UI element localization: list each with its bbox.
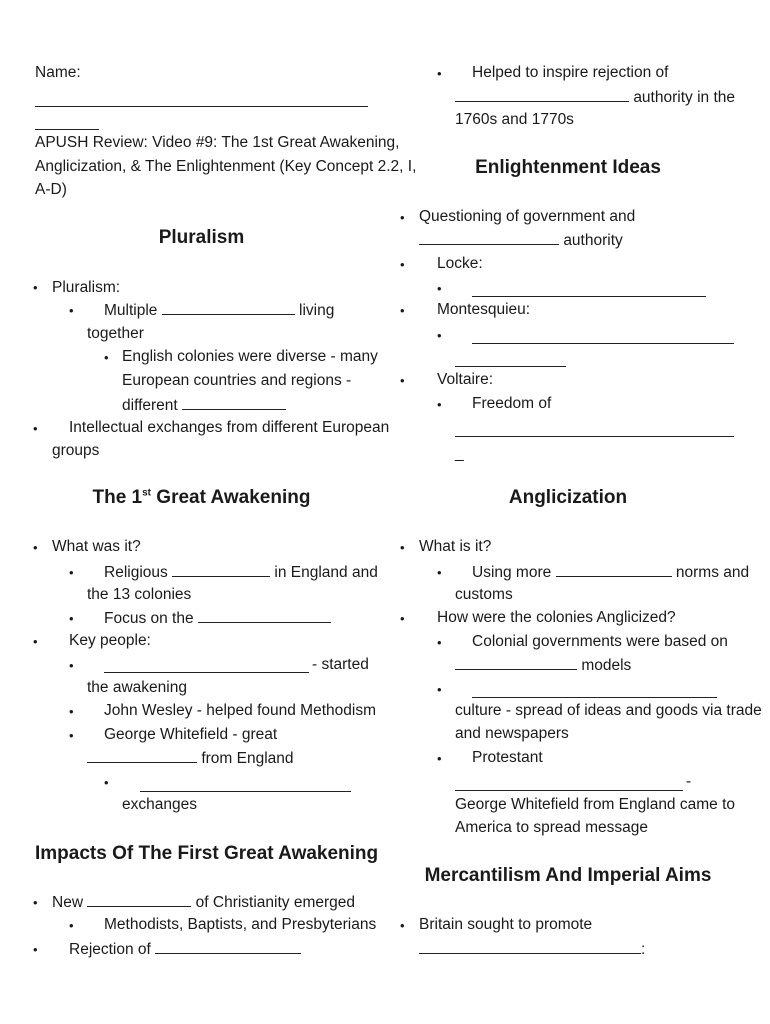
exchanges-blank[interactable]: [140, 791, 351, 792]
bullet: •: [437, 682, 442, 697]
bullet: •: [104, 775, 109, 790]
bullet: •: [437, 66, 442, 81]
bullet: •: [33, 421, 38, 436]
bullet: •: [33, 942, 38, 957]
religious-cont: the 13 colonies: [87, 586, 192, 603]
questioning-authority-line: [419, 228, 623, 253]
bullet: •: [400, 210, 405, 225]
how-anglicized: How were the colonies Anglicized?: [437, 609, 676, 626]
name-label: Name:: [35, 64, 81, 81]
bullet: •: [69, 658, 74, 673]
what-is-it: What is it?: [419, 538, 492, 555]
enlightenment-heading: Enlightenment Ideas: [475, 157, 661, 178]
religious-blank[interactable]: [172, 560, 270, 577]
culture-blank[interactable]: [472, 697, 717, 698]
whitefield: George Whitefield - great: [104, 726, 278, 743]
bullet: •: [400, 303, 405, 318]
promote-colon: :: [641, 941, 646, 958]
mercantilism-heading: Mercantilism And Imperial Aims: [424, 865, 712, 886]
models: models: [581, 657, 632, 674]
culture-line-2: and newspapers: [455, 725, 569, 742]
freedom-trail: _: [455, 445, 464, 462]
questioning-blank[interactable]: [419, 228, 559, 245]
multiple-post: living: [299, 302, 335, 319]
english-colonies-line-2: European countries and regions -: [122, 372, 352, 389]
doc-title-line-1: APUSH Review: Video #9: The 1st Great Awakening,: [35, 134, 400, 151]
awakening-heading-pre: The 1: [92, 487, 143, 508]
bullet: •: [33, 634, 38, 649]
from-england-line: [87, 746, 294, 771]
freedom-blank[interactable]: [455, 436, 734, 437]
anglicization-heading: Anglicization: [508, 487, 628, 508]
from-england: from England: [201, 750, 294, 767]
bullet: •: [69, 611, 74, 626]
new-post: of Christianity emerged: [195, 894, 356, 911]
protestant-dash: -: [686, 773, 692, 790]
awakening-heading-sup: st: [142, 487, 152, 499]
english-colonies-line-1: English colonies were diverse - many: [122, 348, 378, 365]
rejection-line: [69, 937, 301, 962]
using-post: norms and: [675, 564, 750, 581]
montesquieu-blank[interactable]: [472, 343, 734, 344]
started-cont: the awakening: [87, 679, 187, 696]
models-line: [455, 653, 631, 678]
locke: Locke:: [437, 255, 483, 272]
bullet: •: [69, 565, 74, 580]
pluralism-label: Pluralism:: [52, 279, 121, 296]
wesley: John Wesley - helped found Methodism: [104, 702, 376, 719]
promote-blank[interactable]: [419, 937, 641, 954]
impacts-heading: Impacts Of The First Great Awakening: [35, 843, 379, 864]
montesquieu-blank-cont[interactable]: [455, 366, 566, 367]
inspire-line: Helped to inspire rejection of: [472, 64, 669, 81]
authority-line: [455, 85, 735, 110]
multiple-blank[interactable]: [162, 298, 295, 315]
rejection-label: Rejection of: [69, 941, 151, 958]
religious-line: [104, 560, 378, 585]
using-line: [472, 560, 749, 585]
different-blank[interactable]: [182, 393, 286, 410]
awakening-heading-post: Great Awakening: [151, 487, 311, 508]
new-blank[interactable]: [87, 890, 191, 907]
bullet: •: [437, 281, 442, 296]
denominations: Methodists, Baptists, and Presbyterians: [104, 916, 377, 933]
what-was-it: What was it?: [52, 538, 141, 555]
doc-title-line-3: A-D): [35, 181, 67, 198]
new-line: [52, 890, 355, 915]
promote-line: [419, 937, 645, 962]
montesquieu: Montesquieu:: [437, 301, 531, 318]
bullet: •: [104, 350, 109, 365]
bullet: •: [33, 540, 38, 555]
voltaire: Voltaire:: [437, 371, 494, 388]
different-label: different: [122, 397, 178, 414]
bullet: •: [400, 611, 405, 626]
customs: customs: [455, 586, 513, 603]
bullet: •: [69, 728, 74, 743]
questioning: Questioning of government and: [419, 208, 636, 225]
key-people: Key people:: [69, 632, 151, 649]
inspire-blank[interactable]: [455, 85, 629, 102]
name-blank[interactable]: [35, 106, 368, 107]
bullet: •: [69, 303, 74, 318]
locke-blank[interactable]: [472, 296, 706, 297]
intellectual-line-2: groups: [52, 442, 100, 459]
culture-line-1: culture - spread of ideas and goods via trade: [455, 702, 762, 719]
exchanges: exchanges: [122, 796, 197, 813]
colonial-govs: Colonial governments were based on: [472, 633, 728, 650]
started-blank[interactable]: [104, 672, 309, 673]
new-pre: New: [52, 894, 84, 911]
religious-post: in England and: [274, 564, 378, 581]
doc-title-line-2: Anglicization, & The Enlightenment (Key Concept 2.2, I,: [35, 158, 417, 175]
models-blank[interactable]: [455, 653, 577, 670]
bullet: •: [400, 373, 405, 388]
multiple-pre: Multiple: [104, 302, 158, 319]
religious-pre: Religious: [104, 564, 168, 581]
using-pre: Using more: [472, 564, 552, 581]
bullet: •: [400, 257, 405, 272]
gw-line-1: George Whitefield from England came to: [455, 796, 735, 813]
freedom-of: Freedom of: [472, 395, 552, 412]
bullet: •: [437, 751, 442, 766]
authority-in-the: authority in the: [633, 89, 735, 106]
started-label: - started: [312, 656, 369, 673]
intellectual-line-1: Intellectual exchanges from different European: [69, 419, 390, 436]
bullet: •: [437, 635, 442, 650]
bullet: •: [437, 565, 442, 580]
bullet: •: [33, 895, 38, 910]
bullet: •: [33, 280, 38, 295]
bullet: •: [437, 328, 442, 343]
focus-blank[interactable]: [198, 606, 331, 623]
bullet: •: [400, 540, 405, 555]
gw-line-2: America to spread message: [455, 819, 648, 836]
different-line: [122, 393, 286, 418]
years: 1760s and 1770s: [455, 111, 574, 128]
focus-line: [104, 606, 331, 631]
bullet: •: [69, 704, 74, 719]
bullet: •: [400, 918, 405, 933]
britain-sought: Britain sought to promote: [419, 916, 593, 933]
bullet: •: [69, 918, 74, 933]
protestant: Protestant: [472, 749, 543, 766]
name-blank-cont[interactable]: [35, 129, 99, 130]
focus-label: Focus on the: [104, 610, 194, 627]
pluralism-heading: Pluralism: [158, 227, 245, 248]
bullet: •: [437, 397, 442, 412]
protestant-blank[interactable]: [455, 790, 683, 791]
using-blank[interactable]: [556, 560, 672, 577]
questioning-authority: authority: [563, 232, 623, 249]
great-blank[interactable]: [87, 746, 197, 763]
rejection-blank[interactable]: [155, 937, 301, 954]
multiple-cont: together: [87, 325, 144, 342]
awakening-heading: [35, 486, 368, 510]
multiple-line: [104, 298, 334, 323]
